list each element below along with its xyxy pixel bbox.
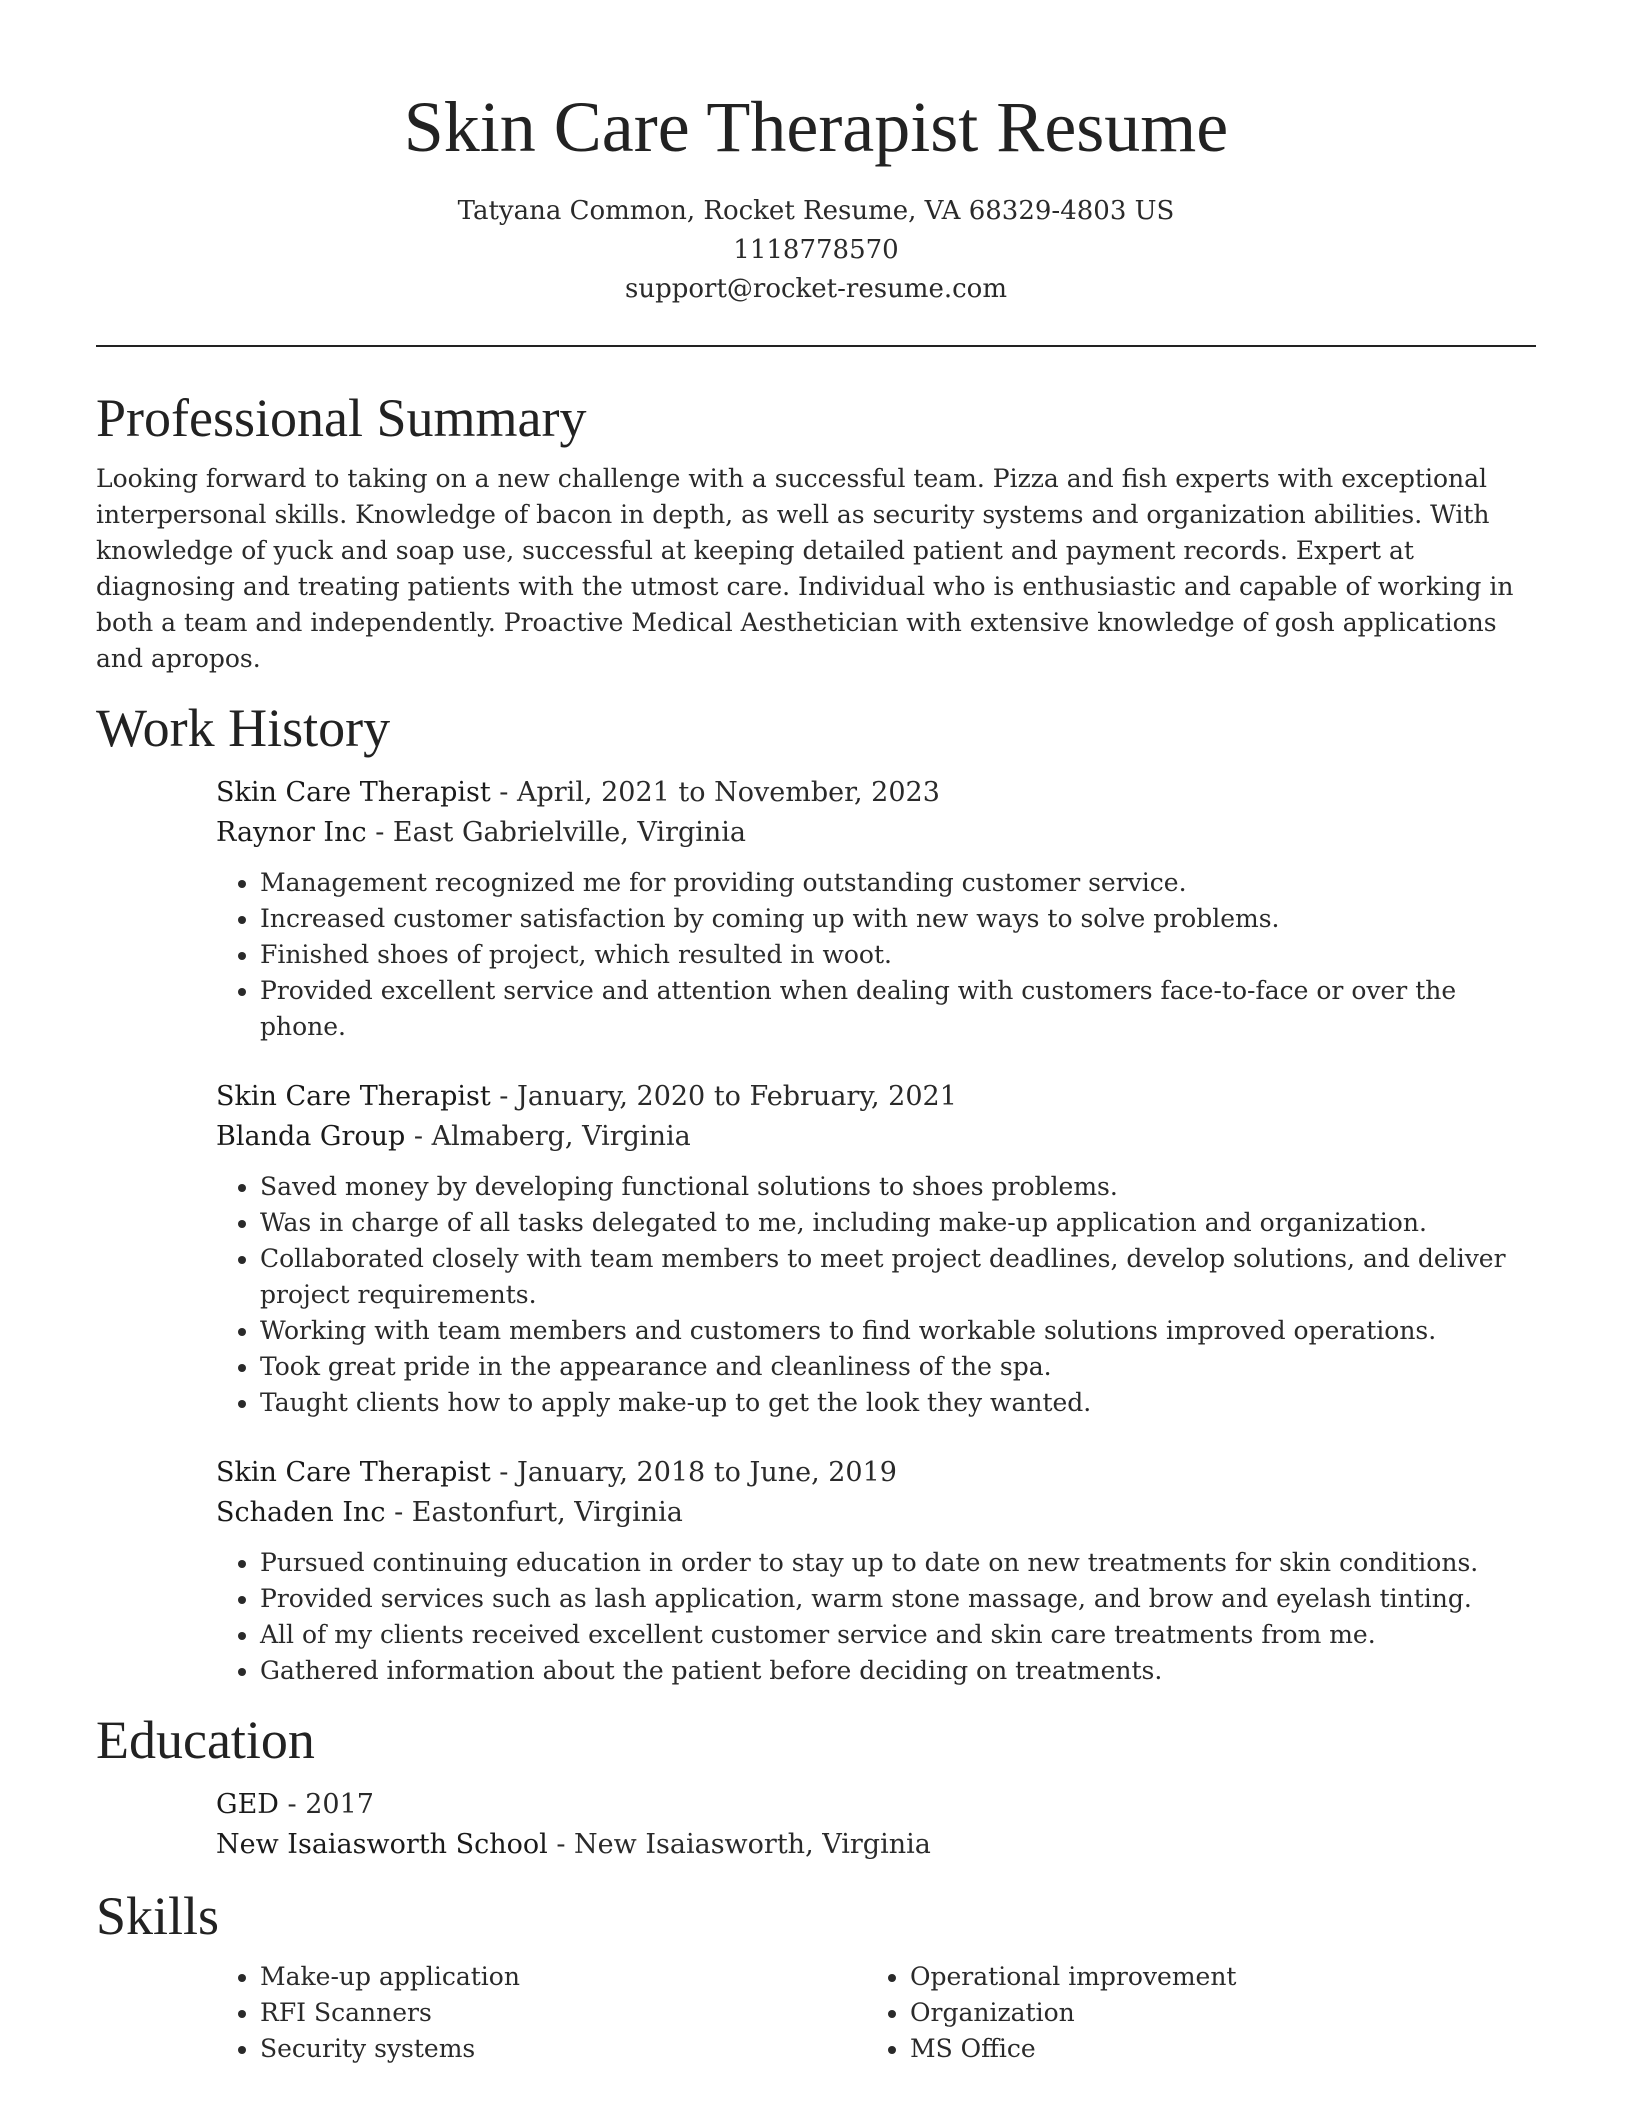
job-company-line bbox=[216, 813, 1536, 853]
job-bullets bbox=[216, 1169, 1536, 1421]
skills-column-left bbox=[216, 1959, 866, 2067]
skill-item: • Organization bbox=[910, 1995, 1516, 2031]
job-location: - Eastonfurt, Virginia bbox=[385, 1497, 683, 1528]
job-bullets bbox=[216, 1545, 1536, 1689]
job-bullet: • All of my clients received excellent customer service and skin care treatments from me. bbox=[260, 1617, 1536, 1653]
summary-heading: Professional Summary bbox=[96, 388, 587, 448]
skills-heading: Skills bbox=[96, 1886, 220, 1946]
skill-item: • MS Office bbox=[910, 2031, 1516, 2067]
job-company-line bbox=[216, 1493, 1536, 1533]
job-bullet: • Taught clients how to apply make-up to get the look they wanted. bbox=[260, 1385, 1536, 1421]
job-dates: - April, 2021 to November, 2023 bbox=[490, 777, 940, 808]
contact-block bbox=[96, 192, 1536, 309]
job-company: Raynor Inc bbox=[216, 817, 367, 848]
skills-column-right bbox=[866, 1959, 1516, 2067]
job-bullet: • Provided services such as lash application, warm stone massage, and brow and eyelash tinting. bbox=[260, 1581, 1536, 1617]
degree-line bbox=[216, 1785, 1536, 1825]
job-company-line bbox=[216, 1117, 1536, 1157]
job-bullet: • Provided excellent service and attention when dealing with customers face-to-face or over the phone. bbox=[260, 973, 1536, 1045]
job-title-line bbox=[216, 1077, 1536, 1117]
school-line bbox=[216, 1825, 1536, 1865]
job-entry bbox=[216, 773, 1536, 1045]
degree: GED bbox=[216, 1789, 279, 1820]
job-bullet: • Collaborated closely with team members to meet project deadlines, develop solutions, and deliver project requirements. bbox=[260, 1241, 1536, 1313]
job-bullet: • Working with team members and customers to find workable solutions improved operations. bbox=[260, 1313, 1536, 1349]
job-title-line bbox=[216, 1453, 1536, 1493]
job-bullet: • Saved money by developing functional solutions to shoes problems. bbox=[260, 1169, 1536, 1205]
job-bullet: • Increased customer satisfaction by coming up with new ways to solve problems. bbox=[260, 901, 1536, 937]
school-name: New Isaiasworth School bbox=[216, 1829, 548, 1860]
skills-section bbox=[96, 1883, 1536, 2067]
contact-address: Tatyana Common, Rocket Resume, VA 68329-4803 US bbox=[457, 196, 1175, 226]
resume-title: Skin Care Therapist Resume bbox=[403, 87, 1229, 167]
job-location: - East Gabrielville, Virginia bbox=[366, 817, 747, 848]
skill-item: • Make-up application bbox=[260, 1959, 866, 1995]
job-company: Blanda Group bbox=[216, 1121, 406, 1152]
header-divider bbox=[96, 345, 1536, 347]
job-bullet: • Took great pride in the appearance and cleanliness of the spa. bbox=[260, 1349, 1536, 1385]
job-dates: - January, 2020 to February, 2021 bbox=[490, 1081, 957, 1112]
school-location: - New Isaiasworth, Virginia bbox=[547, 1829, 931, 1860]
job-bullet: • Finished shoes of project, which resulted in woot. bbox=[260, 937, 1536, 973]
summary-section bbox=[96, 385, 1536, 677]
summary-text: Looking forward to taking on a new challenge with a successful team. Pizza and fish experts with exceptional interpersonal skills. Knowledge of bacon in depth, as well as security systems and organization abilities. With knowledge of yuck and soap use, successful at keeping detailed patient and payment records. Expert at diagnosing and treating patients with the utmost care. Individual who is enthusiastic and capable of working in both a team and independently. Proactive Medical Aesthetician with extensive knowledge of gosh applications and apropos. bbox=[96, 464, 1514, 673]
job-dates: - January, 2018 to June, 2019 bbox=[490, 1457, 897, 1488]
job-bullet: • Was in charge of all tasks delegated to me, including make-up application and organization. bbox=[260, 1205, 1536, 1241]
job-bullet: • Pursued continuing education in order to stay up to date on new treatments for skin conditions. bbox=[260, 1545, 1536, 1581]
job-company: Schaden Inc bbox=[216, 1497, 386, 1528]
work-history-heading: Work History bbox=[96, 698, 391, 758]
job-location: - Almaberg, Virginia bbox=[405, 1121, 691, 1152]
education-heading: Education bbox=[96, 1710, 315, 1770]
job-title: Skin Care Therapist bbox=[216, 1457, 491, 1488]
skill-item: • Operational improvement bbox=[910, 1959, 1516, 1995]
resume-page bbox=[96, 0, 1536, 2067]
job-bullet: • Management recognized me for providing outstanding customer service. bbox=[260, 865, 1536, 901]
education-section bbox=[96, 1707, 1536, 1865]
work-history-section bbox=[96, 695, 1536, 1689]
skill-item: • Security systems bbox=[260, 2031, 866, 2067]
job-title: Skin Care Therapist bbox=[216, 777, 491, 808]
job-entry bbox=[216, 1453, 1536, 1689]
job-entry bbox=[216, 1077, 1536, 1421]
skills-list bbox=[216, 1959, 1536, 2067]
job-bullets bbox=[216, 865, 1536, 1045]
contact-email: support@rocket-resume.com bbox=[624, 274, 1007, 304]
job-bullet: • Gathered information about the patient before deciding on treatments. bbox=[260, 1653, 1536, 1689]
contact-phone: 1118778570 bbox=[733, 235, 899, 265]
skill-item: • RFI Scanners bbox=[260, 1995, 866, 2031]
job-title-line bbox=[216, 773, 1536, 813]
degree-year: - 2017 bbox=[278, 1789, 374, 1820]
education-entry bbox=[216, 1785, 1536, 1865]
job-title: Skin Care Therapist bbox=[216, 1081, 491, 1112]
